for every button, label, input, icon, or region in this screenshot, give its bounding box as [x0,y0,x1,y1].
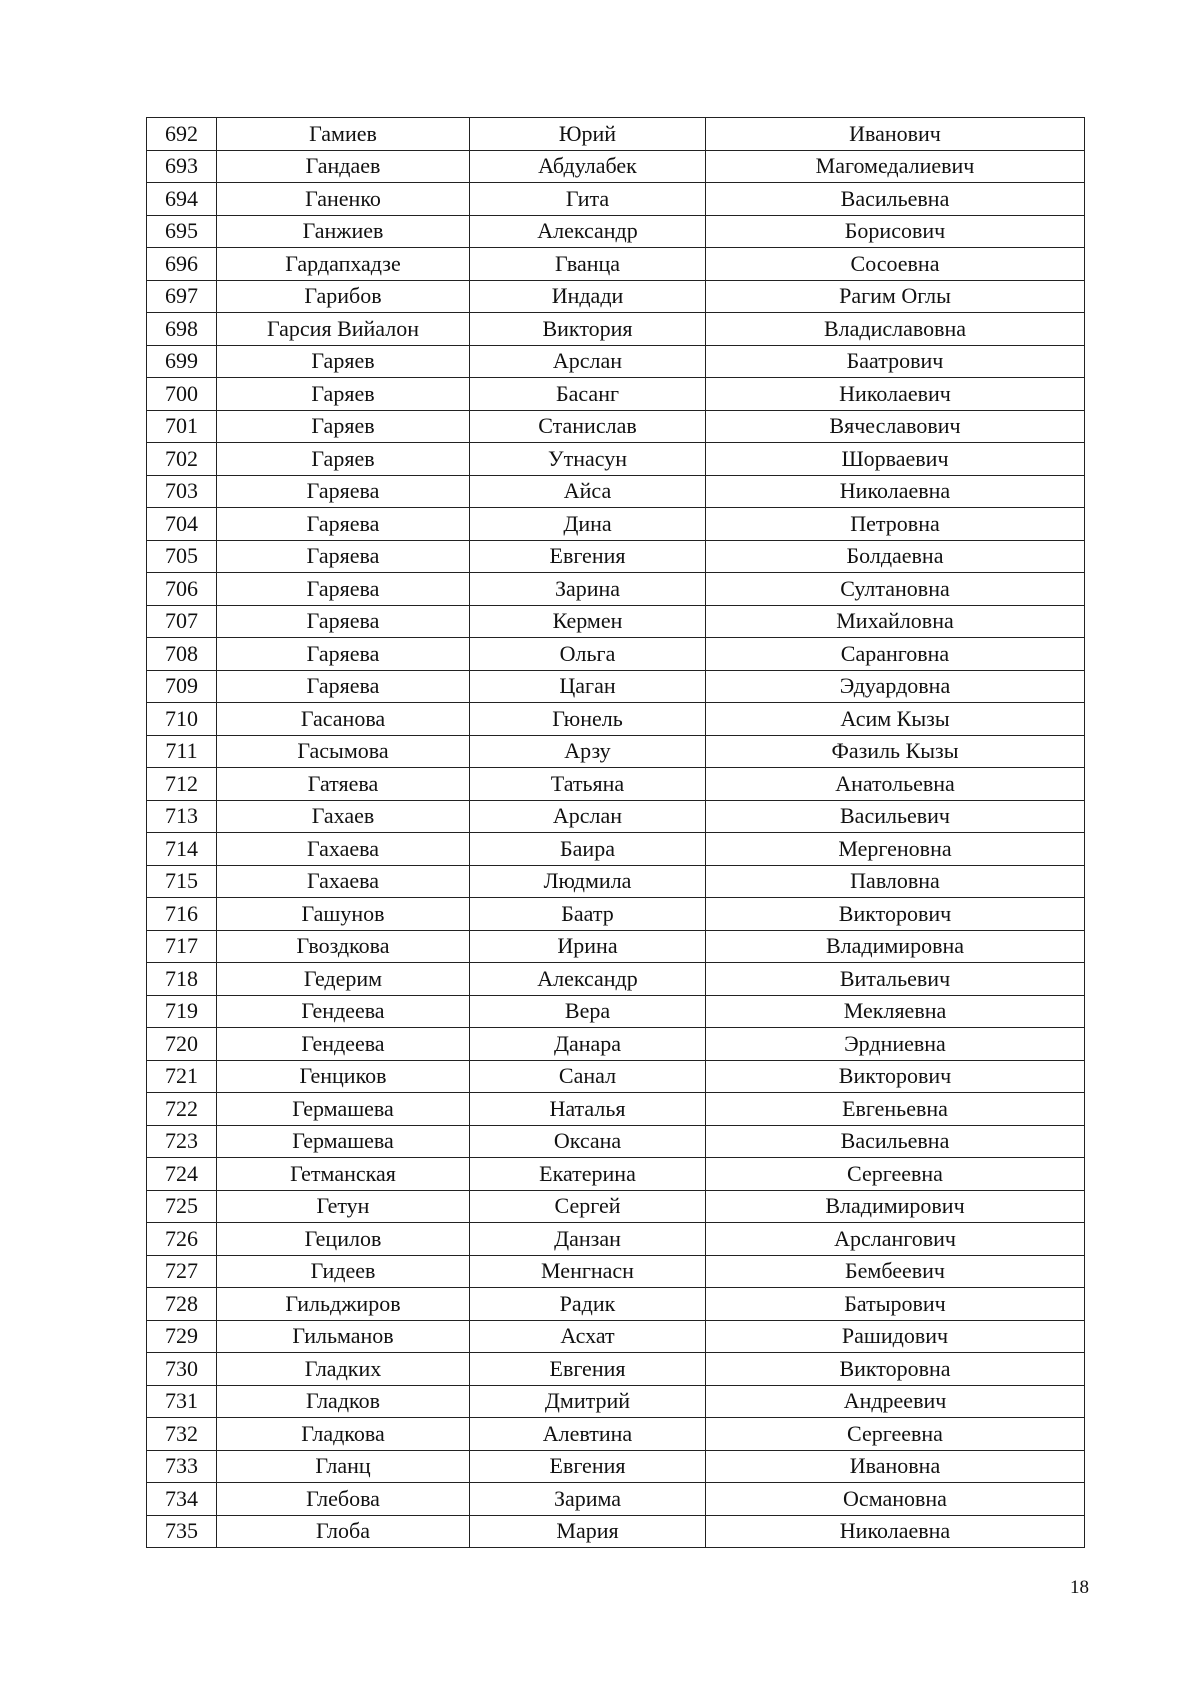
last-name-cell: Гаряева [217,573,470,606]
patronymic-cell: Мекляевна [706,995,1085,1028]
last-name-cell: Гарибов [217,280,470,313]
first-name-cell: Цаган [470,670,706,703]
patronymic-cell: Васильевич [706,800,1085,833]
table-row [147,183,1085,216]
table-row [147,118,1085,151]
last-name-cell: Гермашева [217,1125,470,1158]
patronymic-cell: Владиславовна [706,313,1085,346]
last-name-cell: Гладкова [217,1418,470,1451]
patronymic-cell: Николаевна [706,475,1085,508]
first-name-cell: Александр [470,963,706,996]
table-row [147,280,1085,313]
last-name-cell: Гасымова [217,735,470,768]
last-name-cell: Гарсия Вийалон [217,313,470,346]
table-row [147,800,1085,833]
patronymic-cell: Павловна [706,865,1085,898]
row-number-cell: 713 [147,800,217,833]
last-name-cell: Гладков [217,1385,470,1418]
last-name-cell: Глоба [217,1515,470,1548]
patronymic-cell: Витальевич [706,963,1085,996]
first-name-cell: Наталья [470,1093,706,1126]
first-name-cell: Татьяна [470,768,706,801]
patronymic-cell: Бембеевич [706,1255,1085,1288]
last-name-cell: Гандаев [217,150,470,183]
row-number-cell: 695 [147,215,217,248]
first-name-cell: Арзу [470,735,706,768]
table-row [147,833,1085,866]
patronymic-cell: Васильевна [706,1125,1085,1158]
table-row [147,670,1085,703]
table-row [147,995,1085,1028]
first-name-cell: Дина [470,508,706,541]
table-row [147,1158,1085,1191]
table-row [147,313,1085,346]
last-name-cell: Гашунов [217,898,470,931]
table-row [147,1288,1085,1321]
patronymic-cell: Мергеновна [706,833,1085,866]
row-number-cell: 725 [147,1190,217,1223]
last-name-cell: Гидеев [217,1255,470,1288]
row-number-cell: 729 [147,1320,217,1353]
first-name-cell: Менгнасн [470,1255,706,1288]
last-name-cell: Гендеева [217,995,470,1028]
row-number-cell: 698 [147,313,217,346]
last-name-cell: Гаряев [217,443,470,476]
row-number-cell: 715 [147,865,217,898]
patronymic-cell: Евгеньевна [706,1093,1085,1126]
last-name-cell: Глебова [217,1483,470,1516]
patronymic-cell: Сергеевна [706,1418,1085,1451]
row-number-cell: 723 [147,1125,217,1158]
patronymic-cell: Ивановна [706,1450,1085,1483]
first-name-cell: Ольга [470,638,706,671]
names-table-body [147,118,1085,1548]
row-number-cell: 730 [147,1353,217,1386]
first-name-cell: Гита [470,183,706,216]
last-name-cell: Ганенко [217,183,470,216]
first-name-cell: Радик [470,1288,706,1321]
patronymic-cell: Викторовна [706,1353,1085,1386]
table-row [147,410,1085,443]
row-number-cell: 718 [147,963,217,996]
patronymic-cell: Владимировна [706,930,1085,963]
first-name-cell: Евгения [470,540,706,573]
last-name-cell: Гаряев [217,378,470,411]
patronymic-cell: Магомедалиевич [706,150,1085,183]
names-table [146,117,1085,1548]
first-name-cell: Александр [470,215,706,248]
last-name-cell: Гасанова [217,703,470,736]
table-row [147,1515,1085,1548]
first-name-cell: Алевтина [470,1418,706,1451]
first-name-cell: Арслан [470,800,706,833]
patronymic-cell: Эрдниевна [706,1028,1085,1061]
last-name-cell: Гетун [217,1190,470,1223]
last-name-cell: Гендеева [217,1028,470,1061]
table-row [147,930,1085,963]
first-name-cell: Гванца [470,248,706,281]
first-name-cell: Данзан [470,1223,706,1256]
row-number-cell: 716 [147,898,217,931]
row-number-cell: 705 [147,540,217,573]
last-name-cell: Гамиев [217,118,470,151]
table-row [147,898,1085,931]
row-number-cell: 735 [147,1515,217,1548]
first-name-cell: Евгения [470,1450,706,1483]
table-row [147,735,1085,768]
table-row [147,475,1085,508]
table-row [147,378,1085,411]
patronymic-cell: Рагим Оглы [706,280,1085,313]
table-row [147,1418,1085,1451]
last-name-cell: Гаряева [217,540,470,573]
row-number-cell: 711 [147,735,217,768]
row-number-cell: 724 [147,1158,217,1191]
patronymic-cell: Шорваевич [706,443,1085,476]
row-number-cell: 709 [147,670,217,703]
last-name-cell: Гермашева [217,1093,470,1126]
last-name-cell: Гетманская [217,1158,470,1191]
row-number-cell: 693 [147,150,217,183]
patronymic-cell: Сергеевна [706,1158,1085,1191]
last-name-cell: Генциков [217,1060,470,1093]
table-row [147,345,1085,378]
last-name-cell: Гильджиров [217,1288,470,1321]
first-name-cell: Дмитрий [470,1385,706,1418]
row-number-cell: 699 [147,345,217,378]
table-row [147,150,1085,183]
row-number-cell: 712 [147,768,217,801]
last-name-cell: Гаряева [217,670,470,703]
first-name-cell: Зарима [470,1483,706,1516]
table-row [147,1125,1085,1158]
table-row [147,638,1085,671]
first-name-cell: Сергей [470,1190,706,1223]
first-name-cell: Кермен [470,605,706,638]
row-number-cell: 727 [147,1255,217,1288]
patronymic-cell: Иванович [706,118,1085,151]
patronymic-cell: Вячеславович [706,410,1085,443]
row-number-cell: 708 [147,638,217,671]
first-name-cell: Ирина [470,930,706,963]
first-name-cell: Гюнель [470,703,706,736]
table-row [147,1060,1085,1093]
last-name-cell: Гаряева [217,508,470,541]
patronymic-cell: Михайловна [706,605,1085,638]
table-row [147,1320,1085,1353]
first-name-cell: Зарина [470,573,706,606]
patronymic-cell: Арслангович [706,1223,1085,1256]
last-name-cell: Гильманов [217,1320,470,1353]
first-name-cell: Арслан [470,345,706,378]
table-row [147,1385,1085,1418]
table-row [147,1450,1085,1483]
patronymic-cell: Андреевич [706,1385,1085,1418]
patronymic-cell: Викторович [706,1060,1085,1093]
table-row [147,508,1085,541]
row-number-cell: 717 [147,930,217,963]
patronymic-cell: Николаевна [706,1515,1085,1548]
row-number-cell: 733 [147,1450,217,1483]
row-number-cell: 703 [147,475,217,508]
patronymic-cell: Батырович [706,1288,1085,1321]
row-number-cell: 697 [147,280,217,313]
last-name-cell: Ганжиев [217,215,470,248]
last-name-cell: Гахаев [217,800,470,833]
row-number-cell: 694 [147,183,217,216]
row-number-cell: 726 [147,1223,217,1256]
row-number-cell: 714 [147,833,217,866]
row-number-cell: 700 [147,378,217,411]
patronymic-cell: Викторович [706,898,1085,931]
patronymic-cell: Анатольевна [706,768,1085,801]
last-name-cell: Гахаева [217,865,470,898]
patronymic-cell: Саранговна [706,638,1085,671]
row-number-cell: 702 [147,443,217,476]
table-row [147,1353,1085,1386]
last-name-cell: Гаряева [217,638,470,671]
last-name-cell: Гладких [217,1353,470,1386]
table-row [147,1028,1085,1061]
first-name-cell: Санал [470,1060,706,1093]
row-number-cell: 696 [147,248,217,281]
row-number-cell: 728 [147,1288,217,1321]
table-row [147,573,1085,606]
row-number-cell: 721 [147,1060,217,1093]
first-name-cell: Баира [470,833,706,866]
patronymic-cell: Фазиль Кызы [706,735,1085,768]
patronymic-cell: Болдаевна [706,540,1085,573]
page-number: 18 [1070,1577,1089,1598]
row-number-cell: 720 [147,1028,217,1061]
row-number-cell: 704 [147,508,217,541]
table-row [147,1190,1085,1223]
last-name-cell: Гатяева [217,768,470,801]
first-name-cell: Виктория [470,313,706,346]
table-row [147,540,1085,573]
last-name-cell: Гланц [217,1450,470,1483]
last-name-cell: Гецилов [217,1223,470,1256]
first-name-cell: Айса [470,475,706,508]
table-row [147,215,1085,248]
first-name-cell: Вера [470,995,706,1028]
patronymic-cell: Османовна [706,1483,1085,1516]
first-name-cell: Мария [470,1515,706,1548]
last-name-cell: Гаряев [217,345,470,378]
first-name-cell: Евгения [470,1353,706,1386]
table-row [147,1093,1085,1126]
table-row [147,605,1085,638]
first-name-cell: Данара [470,1028,706,1061]
patronymic-cell: Баатрович [706,345,1085,378]
patronymic-cell: Борисович [706,215,1085,248]
first-name-cell: Асхат [470,1320,706,1353]
row-number-cell: 710 [147,703,217,736]
table-row [147,1483,1085,1516]
first-name-cell: Баатр [470,898,706,931]
patronymic-cell: Эдуардовна [706,670,1085,703]
table-row [147,703,1085,736]
first-name-cell: Басанг [470,378,706,411]
table-row [147,1223,1085,1256]
last-name-cell: Гедерим [217,963,470,996]
row-number-cell: 732 [147,1418,217,1451]
table-row [147,248,1085,281]
last-name-cell: Гардапхадзе [217,248,470,281]
first-name-cell: Оксана [470,1125,706,1158]
last-name-cell: Гаряева [217,475,470,508]
row-number-cell: 734 [147,1483,217,1516]
row-number-cell: 731 [147,1385,217,1418]
last-name-cell: Гахаева [217,833,470,866]
row-number-cell: 707 [147,605,217,638]
first-name-cell: Индади [470,280,706,313]
first-name-cell: Людмила [470,865,706,898]
table-row [147,1255,1085,1288]
row-number-cell: 692 [147,118,217,151]
table-row [147,768,1085,801]
last-name-cell: Гаряев [217,410,470,443]
first-name-cell: Станислав [470,410,706,443]
patronymic-cell: Сосоевна [706,248,1085,281]
last-name-cell: Гвоздкова [217,930,470,963]
row-number-cell: 701 [147,410,217,443]
last-name-cell: Гаряева [217,605,470,638]
first-name-cell: Абдулабек [470,150,706,183]
patronymic-cell: Петровна [706,508,1085,541]
table-row [147,443,1085,476]
patronymic-cell: Владимирович [706,1190,1085,1223]
row-number-cell: 722 [147,1093,217,1126]
table-row [147,865,1085,898]
row-number-cell: 706 [147,573,217,606]
patronymic-cell: Васильевна [706,183,1085,216]
row-number-cell: 719 [147,995,217,1028]
first-name-cell: Утнасун [470,443,706,476]
patronymic-cell: Николаевич [706,378,1085,411]
table-row [147,963,1085,996]
patronymic-cell: Султановна [706,573,1085,606]
patronymic-cell: Асим Кызы [706,703,1085,736]
first-name-cell: Юрий [470,118,706,151]
patronymic-cell: Рашидович [706,1320,1085,1353]
first-name-cell: Екатерина [470,1158,706,1191]
